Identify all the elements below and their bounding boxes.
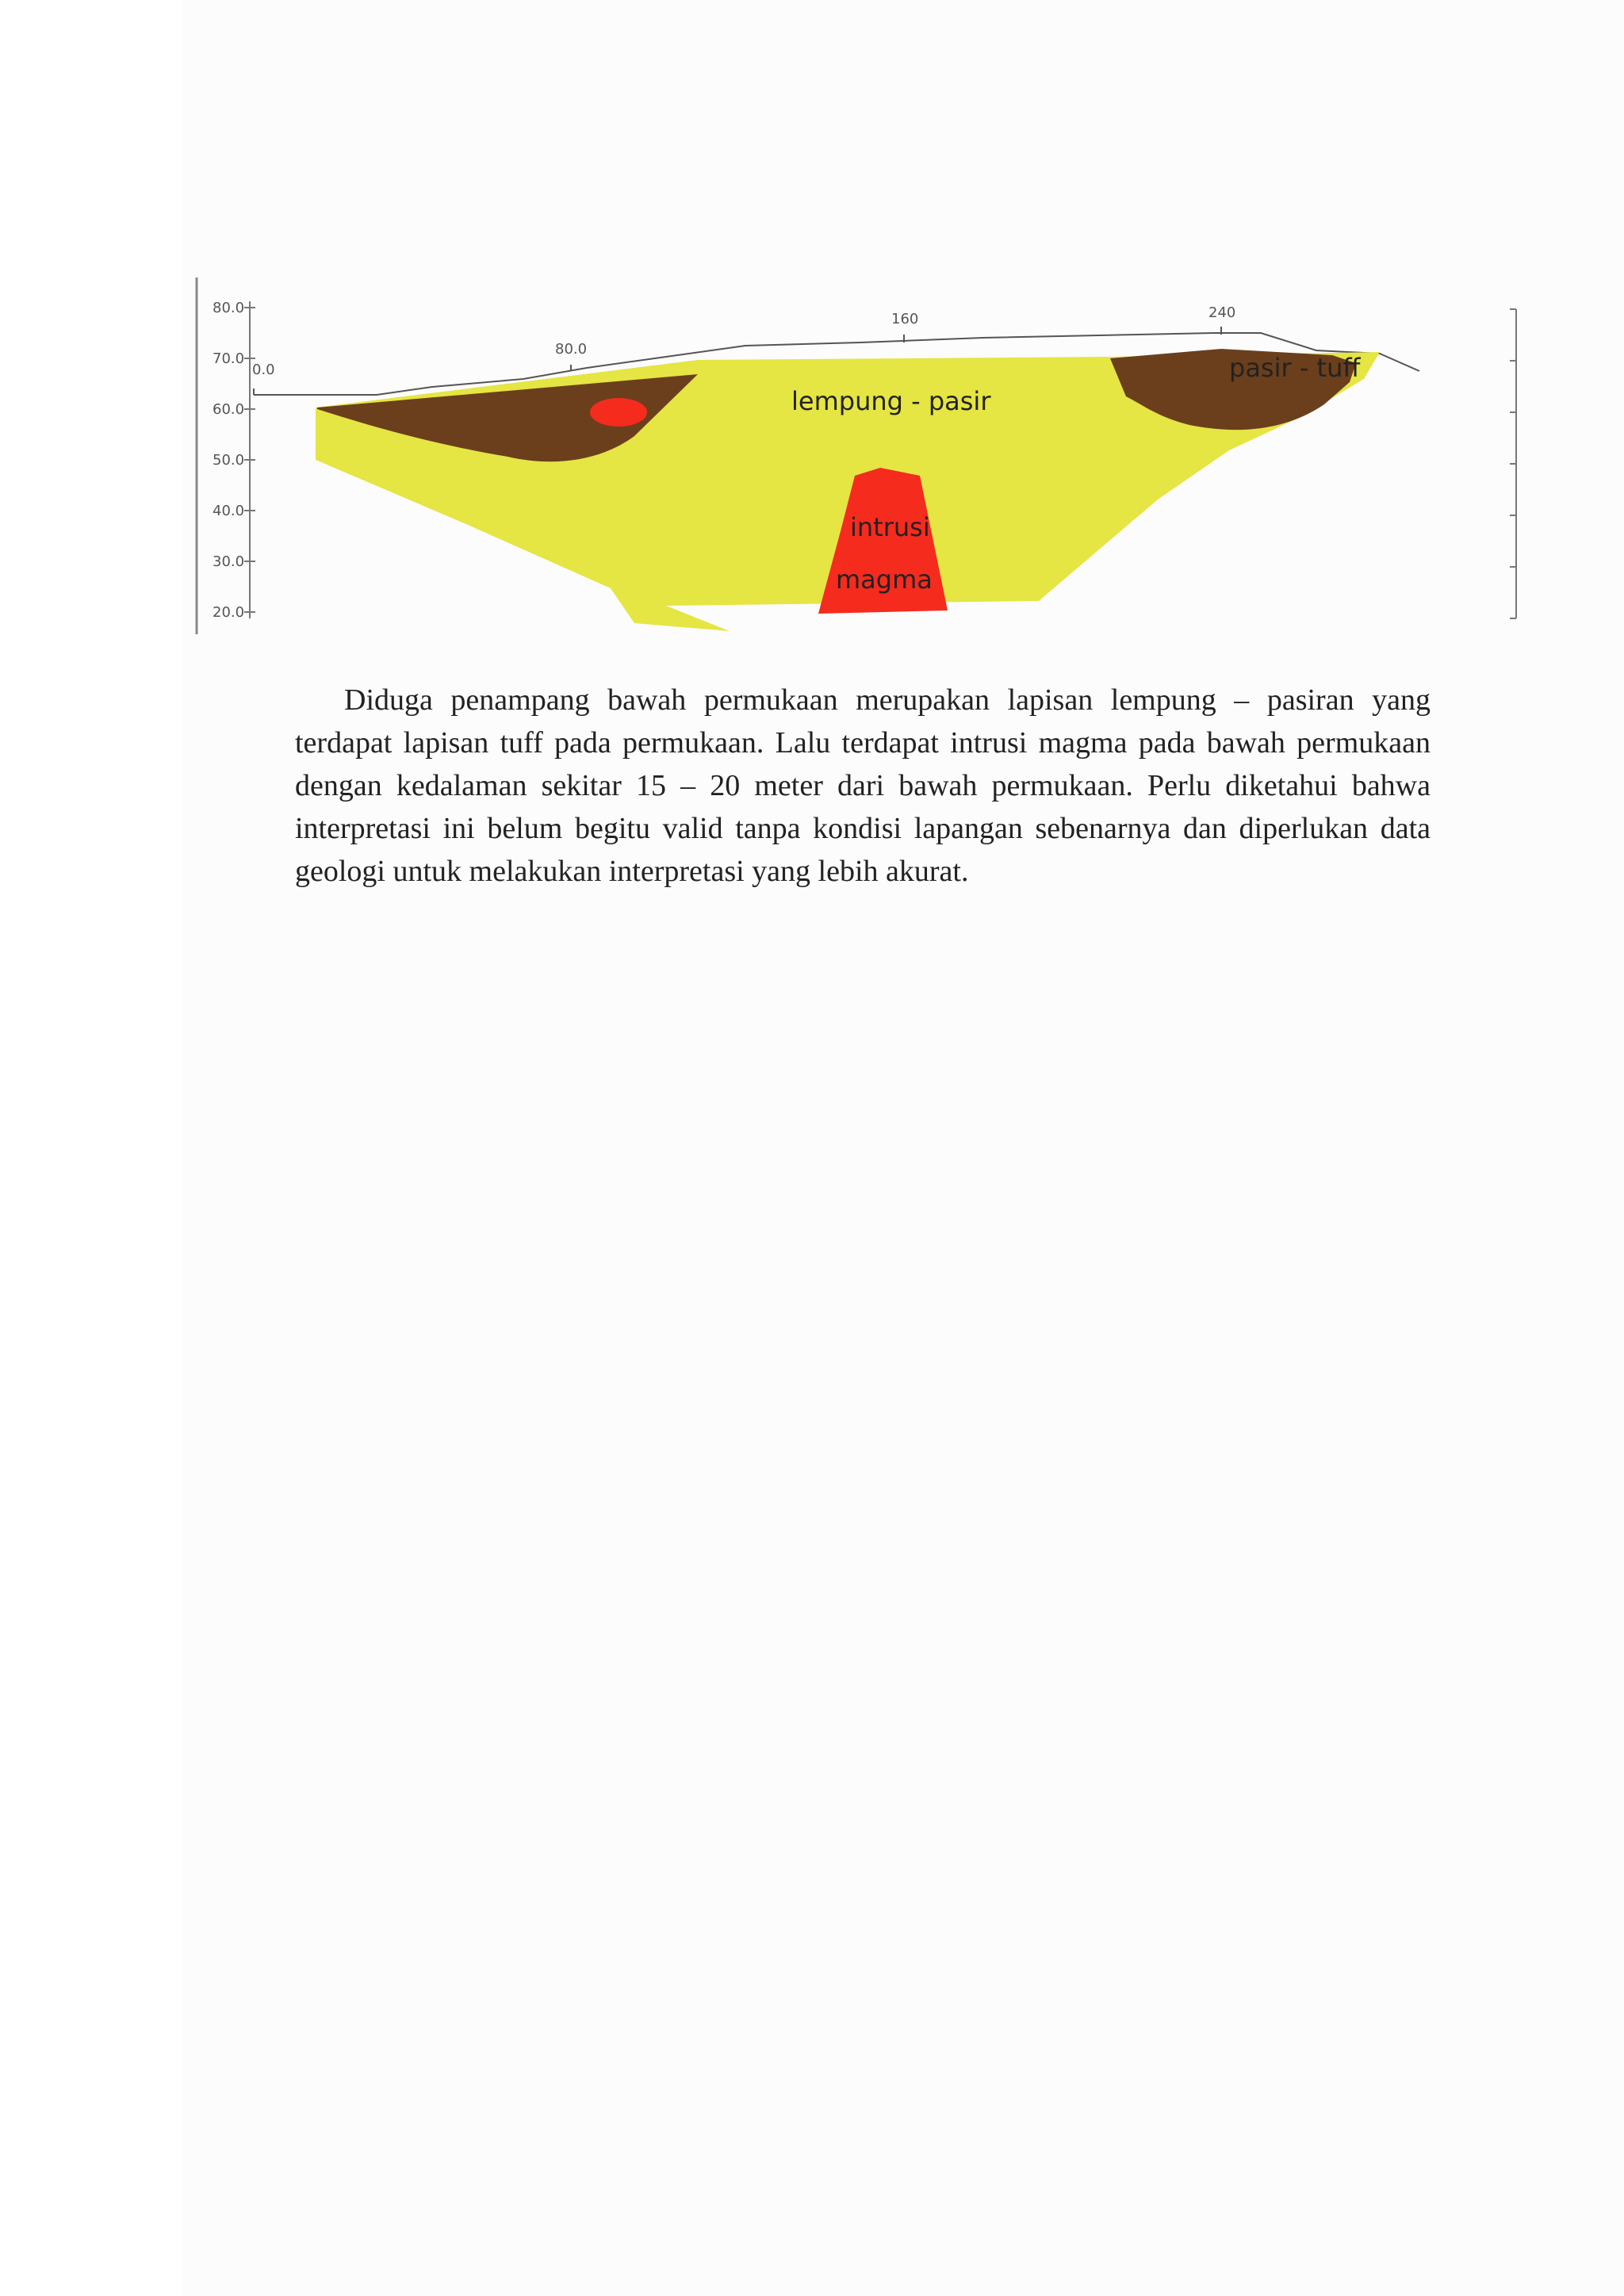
body-paragraph-container <box>295 679 1431 893</box>
label-clay-sand: lempung - pasir <box>791 386 991 416</box>
label-intrusion-line1: intrusi <box>850 512 930 542</box>
y-tick-label: 40.0 <box>213 503 245 519</box>
label-intrusion-line2: magma <box>836 564 933 595</box>
magma-small-spot <box>590 398 647 427</box>
x-tick-label: 80.0 <box>555 341 588 358</box>
label-sand-tuff: pasir - tuff <box>1229 353 1361 383</box>
x-tick-label: 240 <box>1208 304 1236 321</box>
y-tick-label: 80.0 <box>213 300 245 316</box>
right-axis-ticks <box>1510 309 1516 618</box>
x-tick-label: 0.0 <box>252 362 275 378</box>
y-tick-label: 60.0 <box>213 401 245 418</box>
y-tick-label: 20.0 <box>213 604 245 621</box>
cross-section-svg <box>190 270 1530 642</box>
subsurface-cross-section-figure <box>190 270 1530 642</box>
y-tick-label: 70.0 <box>213 350 245 367</box>
y-tick-label: 30.0 <box>213 553 245 570</box>
y-ticks <box>213 300 255 621</box>
y-tick-label: 50.0 <box>213 452 245 469</box>
x-tick-label: 160 <box>891 311 919 327</box>
body-paragraph: Diduga penampang bawah permukaan merupakan lapisan lempung – pasiran yang terdapat lapisan tuff pada permukaan. Lalu terdapat intrusi magma pada bawah permukaan dengan kedalaman sekitar 15 – 20 meter dari bawah permukaan. Perlu diketahui bahwa interpretasi ini belum begitu valid tanpa kondisi lapangan sebenarnya dan diperlukan data geologi untuk melakukan interpretasi yang lebih akurat. <box>295 683 1431 888</box>
